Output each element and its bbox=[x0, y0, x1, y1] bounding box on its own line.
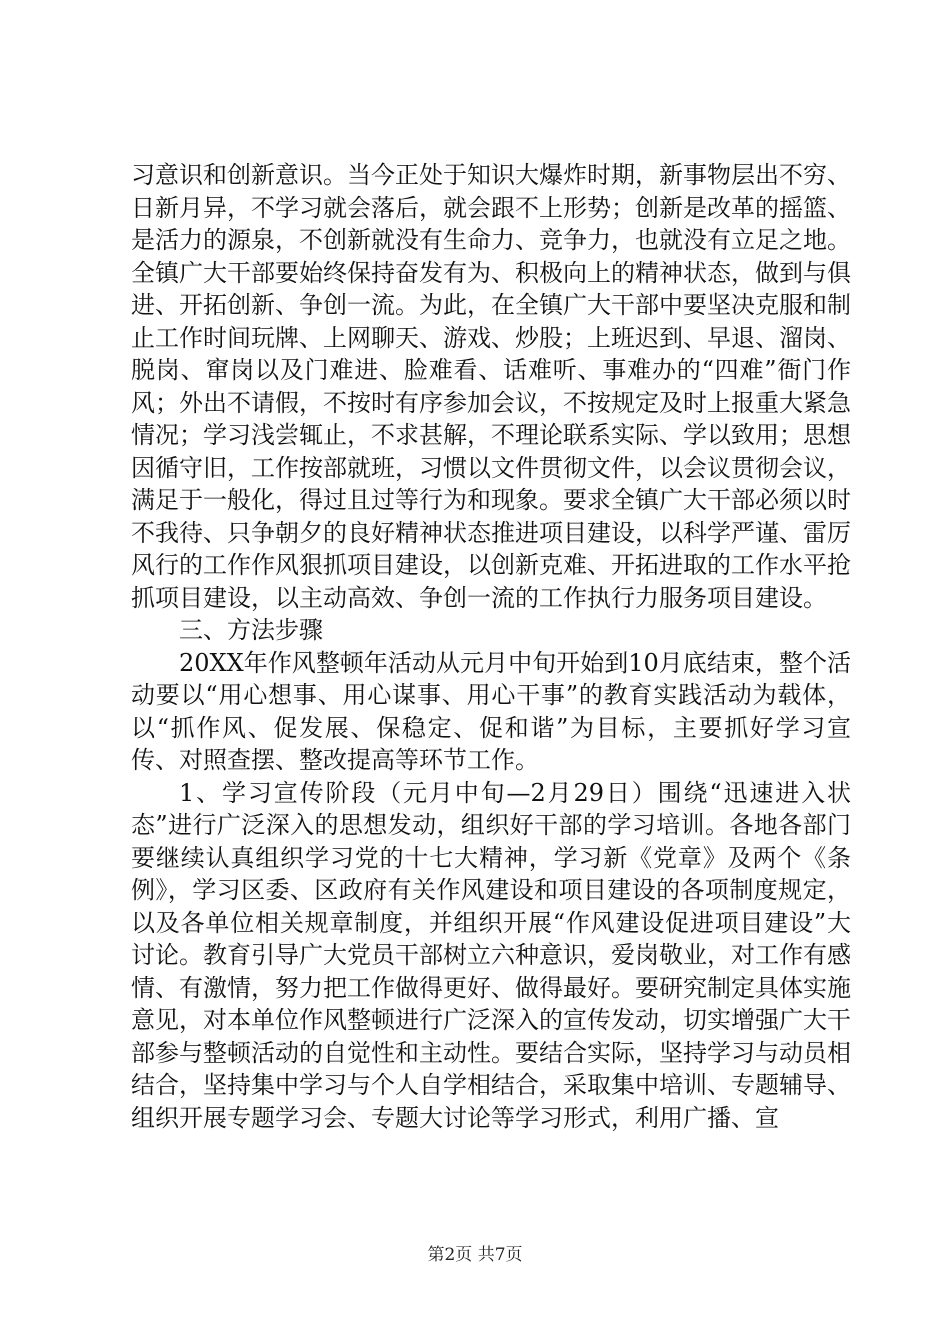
paragraph-overview: 20XX年作风整顿年活动从元月中旬开始到10月底结束，整个活动要以“用心想事、用心谋事、用心干事”的教育实践活动为载体，以“抓作风、促发展、保稳定、促和谐”为目标，主要抓好学习宣传、对照查摆、整改提高等环节工作。 bbox=[131, 648, 851, 774]
page-number-footer: 第2页 共7页 bbox=[427, 1245, 523, 1265]
document-body bbox=[131, 159, 851, 1134]
paragraph-continuation: 习意识和创新意识。当今正处于知识大爆炸时期，新事物层出不穷、日新月异，不学习就会落后，就会跟不上形势；创新是改革的摇篮、是活力的源泉，不创新就没有生命力、竞争力，也就没有立足之地。全镇广大干部要始终保持奋发有为、积极向上的精神状态，做到与俱进、开拓创新、争创一流。为此，在全镇广大干部中要坚决克服和制止工作时间玩牌、上网聊天、游戏、炒股；上班迟到、早退、溜岗、脱岗、窜岗以及门难进、脸难看、话难听、事难办的“四难”衙门作风；外出不请假，不按时有序参加会议，不按规定及时上报重大紧急情况；学习浅尝辄止，不求甚解，不理论联系实际、学以致用；思想因循守旧，工作按部就班，习惯以文件贯彻文件，以会议贯彻会议，满足于一般化，得过且过等行为和现象。要求全镇广大干部必须以时不我待、只争朝夕的良好精神状态推进项目建设，以科学严谨、雷厉风行的工作作风狠抓项目建设，以创新克难、开拓进取的工作水平抢抓项目建设，以主动高效、争创一流的工作执行力服务项目建设。 bbox=[131, 161, 851, 612]
section-heading-methods: 三、方法步骤 bbox=[179, 616, 323, 644]
paragraph-stage-one: 1、学习宣传阶段（元月中旬—2月29日）围绕“迅速进入状态”进行广泛深入的思想发动，组织好干部的学习培训。各地各部门要继续认真组织学习党的十七大精神，学习新《党章》及两个《条例》，学习区委、区政府有关作风建设和项目建设的各项制度规定，以及各单位相关规章制度，并组织开展“作风建设促进项目建设”大讨论。教育引导广大党员干部树立六种意识，爱岗敬业，对工作有感情、有激情，努力把工作做得更好、做得最好。要研究制定具体实施意见，对本单位作风整顿进行广泛深入的宣传发动，切实增强广大干部参与整顿活动的自觉性和主动性。要结合实际，坚持学习与动员相结合，坚持集中学习与个人自学相结合，采取集中培训、专题辅导、组织开展专题学习会、专题大讨论等学习形式，利用广播、宣 bbox=[131, 778, 851, 1132]
